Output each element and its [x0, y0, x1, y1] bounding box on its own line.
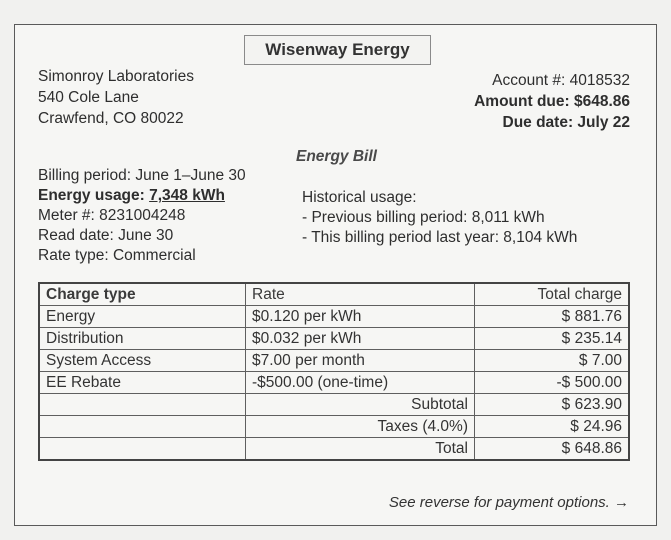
bill-title: Energy Bill — [296, 148, 377, 165]
company-name: Wisenway Energy — [244, 35, 431, 65]
empty-cell — [39, 416, 246, 438]
rate-cell: $7.00 per month — [246, 350, 475, 372]
charges-table — [38, 282, 630, 461]
header-charge-type: Charge type — [39, 283, 246, 306]
rate-type: Rate type: Commercial — [38, 247, 196, 264]
total-value: $ 648.86 — [475, 438, 630, 461]
total-row — [39, 438, 629, 461]
customer-city: Crawfend, CO 80022 — [38, 110, 184, 127]
historical-title: Historical usage: — [302, 189, 417, 206]
customer-address — [38, 66, 194, 129]
due-date: Due date: July 22 — [502, 114, 630, 131]
header-rate: Rate — [246, 283, 475, 306]
total-cell: $ 235.14 — [475, 328, 630, 350]
total-cell: -$ 500.00 — [475, 372, 630, 394]
account-number: Account #: 4018532 — [492, 72, 630, 89]
taxes-label: Taxes (4.0%) — [246, 416, 475, 438]
rate-cell: $0.032 per kWh — [246, 328, 475, 350]
historical-previous: - Previous billing period: 8,011 kWh — [302, 209, 545, 226]
subtotal-label: Subtotal — [246, 394, 475, 416]
payment-footnote: See reverse for payment options. → — [388, 494, 629, 511]
customer-street: 540 Cole Lane — [38, 89, 139, 106]
energy-usage — [38, 186, 246, 206]
table-row — [39, 306, 629, 328]
historical-usage — [302, 188, 577, 248]
table-row — [39, 350, 629, 372]
total-cell: $ 881.76 — [475, 306, 630, 328]
total-label: Total — [246, 438, 475, 461]
total-cell: $ 7.00 — [475, 350, 630, 372]
billing-period: Billing period: June 1–June 30 — [38, 167, 246, 184]
charge-type-cell: Energy — [39, 306, 246, 328]
table-row — [39, 328, 629, 350]
taxes-value: $ 24.96 — [475, 416, 630, 438]
header-total-charge: Total charge — [475, 283, 630, 306]
charge-type-cell: EE Rebate — [39, 372, 246, 394]
read-date: Read date: June 30 — [38, 227, 174, 244]
empty-cell — [39, 394, 246, 416]
rate-cell: $0.120 per kWh — [246, 306, 475, 328]
energy-usage-value: 7,348 kWh — [149, 187, 225, 204]
subtotal-row — [39, 394, 629, 416]
taxes-row — [39, 416, 629, 438]
rate-cell: -$500.00 (one-time) — [246, 372, 475, 394]
billing-details — [38, 166, 246, 266]
charge-type-cell: System Access — [39, 350, 246, 372]
table-header-row — [39, 283, 629, 306]
historical-last-year: - This billing period last year: 8,104 kWh — [302, 229, 578, 246]
customer-name: Simonroy Laboratories — [38, 68, 194, 85]
energy-usage-label: Energy usage: — [38, 187, 150, 204]
amount-due: Amount due: $648.86 — [474, 93, 630, 110]
subtotal-value: $ 623.90 — [475, 394, 630, 416]
table-row — [39, 372, 629, 394]
account-summary — [474, 70, 630, 133]
charge-type-cell: Distribution — [39, 328, 246, 350]
meter-number: Meter #: 8231004248 — [38, 207, 186, 224]
empty-cell — [39, 438, 246, 461]
